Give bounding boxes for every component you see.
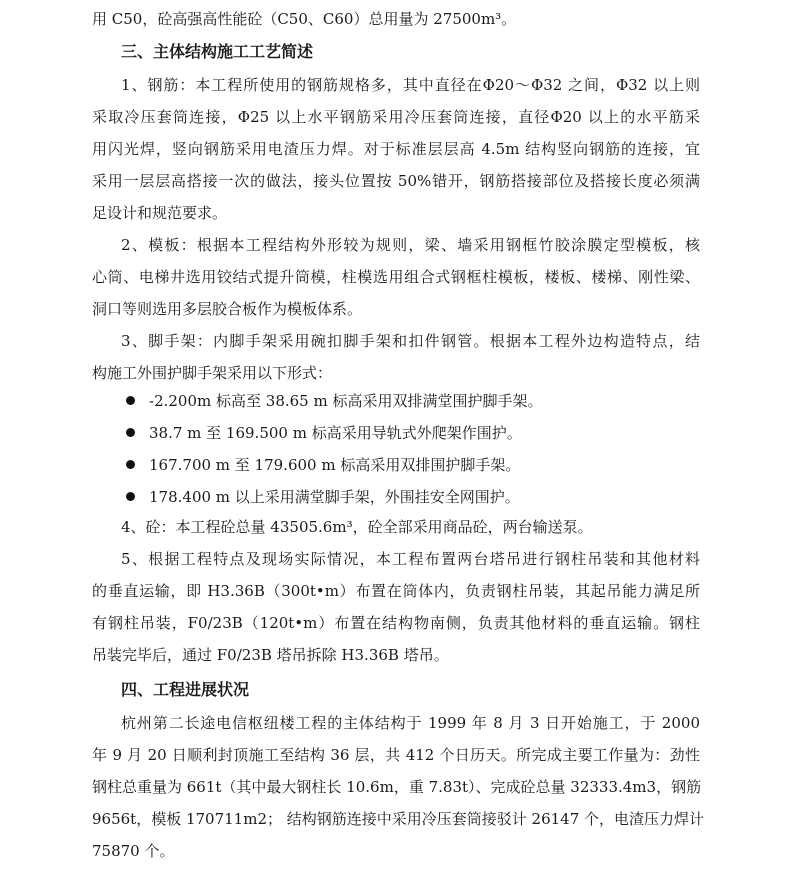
bullet-item (126, 455, 520, 475)
s3-p5-line-1: 5、根据工程特点及现场实际情况，本工程布置两台塔吊进行钢柱吊装和其他材料 (121, 550, 700, 568)
s3-p3-line-2: 构施工外围护脚手架采用以下形式： (92, 364, 333, 382)
bullet-text: 167.700 m 至 179.600 m 标高采用双排围护脚手架。 (149, 456, 521, 474)
s4-p1-line-4: 9656t，模板 170711m2； 结构钢筋连接中采用冷压套筒接驳计 26147 个，电渣压力焊计 (92, 810, 705, 828)
bullet-dot-icon (126, 396, 135, 405)
s3-p1-line-3: 用闪光焊，竖向钢筋采用电渣压力焊。对于标准层层高 4.5m 结构竖向钢筋的连接，宜 (92, 140, 700, 158)
s3-p2-line-2: 心筒、电梯井选用铰结式提升筒模，柱模选用组合式钢框柱模板，楼板、楼梯、刚性梁、 (92, 268, 700, 286)
s3-p2-line-3: 洞口等则选用多层胶合板作为模板体系。 (92, 300, 363, 318)
s3-p5-line-2: 的垂直运输，即 H3.36B（300t•m）布置在筒体内，负责钢柱吊装，其起吊能力满足所 (92, 582, 700, 600)
bullet-text: 178.400 m 以上采用满堂脚手架，外围挂安全网围护。 (149, 488, 520, 506)
s3-p1-line-4: 采用一层层高搭接一次的做法，接头位置按 50%错开，钢筋搭接部位及搭接长度必须满 (92, 172, 700, 190)
s3-p5-line-4: 吊装完毕后，通过 F0/23B 塔吊拆除 H3.36B 塔吊。 (92, 646, 449, 664)
bullet-item (126, 391, 542, 411)
bullet-dot-icon (126, 460, 135, 469)
section-4-heading: 四、工程进展状况 (121, 680, 250, 699)
bullet-item (126, 487, 520, 507)
s3-p5-line-3: 有钢柱吊装，F0/23B（120t•m）布置在结构物南侧，负责其他材料的垂直运输。钢柱 (92, 614, 700, 632)
bullet-dot-icon (126, 428, 135, 437)
s3-p1-line-5: 足设计和规范要求。 (92, 204, 228, 222)
s3-p2-line-1: 2、模板：根据本工程结构外形较为规则，梁、墙采用钢框竹胶涂膜定型模板，核 (121, 236, 700, 254)
bullet-text: 38.7 m 至 169.500 m 标高采用导轨式外爬架作围护。 (149, 424, 522, 442)
s4-p1-line-3: 钢柱总重量为 661t（其中最大钢柱长 10.6m，重 7.83t）、完成砼总量 32333.4m3，钢筋 (92, 778, 702, 796)
s3-p4-line: 4、砼：本工程砼总量 43505.6m³，砼全部采用商品砼，两台输送泵。 (121, 518, 593, 536)
bullet-text: -2.200m 标高至 38.65 m 标高采用双排满堂围护脚手架。 (149, 392, 543, 410)
s4-p1-line-5: 75870 个。 (92, 842, 175, 860)
s4-p1-line-2: 年 9 月 20 日顺利封顶施工至结构 36 层，共 412 个日历天。所完成主要工作量为：劲性 (92, 746, 700, 764)
s3-p1-line-2: 采取冷压套筒连接，Φ25 以上水平钢筋采用冷压套筒连接，直径Φ20 以上的水平筋采 (92, 108, 700, 126)
s4-p1-line-1: 杭州第二长途电信枢纽楼工程的主体结构于 1999 年 8 月 3 日开始施工，于 2000 (121, 714, 700, 732)
bullet-item (126, 423, 522, 443)
intro-tail-line: 用 C50，砼高强高性能砼（C50、C60）总用量为 27500m³。 (92, 10, 517, 28)
s3-p1-line-1: 1、钢筋：本工程所使用的钢筋规格多，其中直径在Φ20～Φ32 之间，Φ32 以上则 (121, 76, 700, 94)
s3-p3-line-1: 3、脚手架：内脚手架采用碗扣脚手架和扣件钢管。根据本工程外边构造特点，结 (121, 332, 700, 350)
section-3-heading: 三、主体结构施工工艺简述 (121, 42, 314, 61)
bullet-dot-icon (126, 492, 135, 501)
